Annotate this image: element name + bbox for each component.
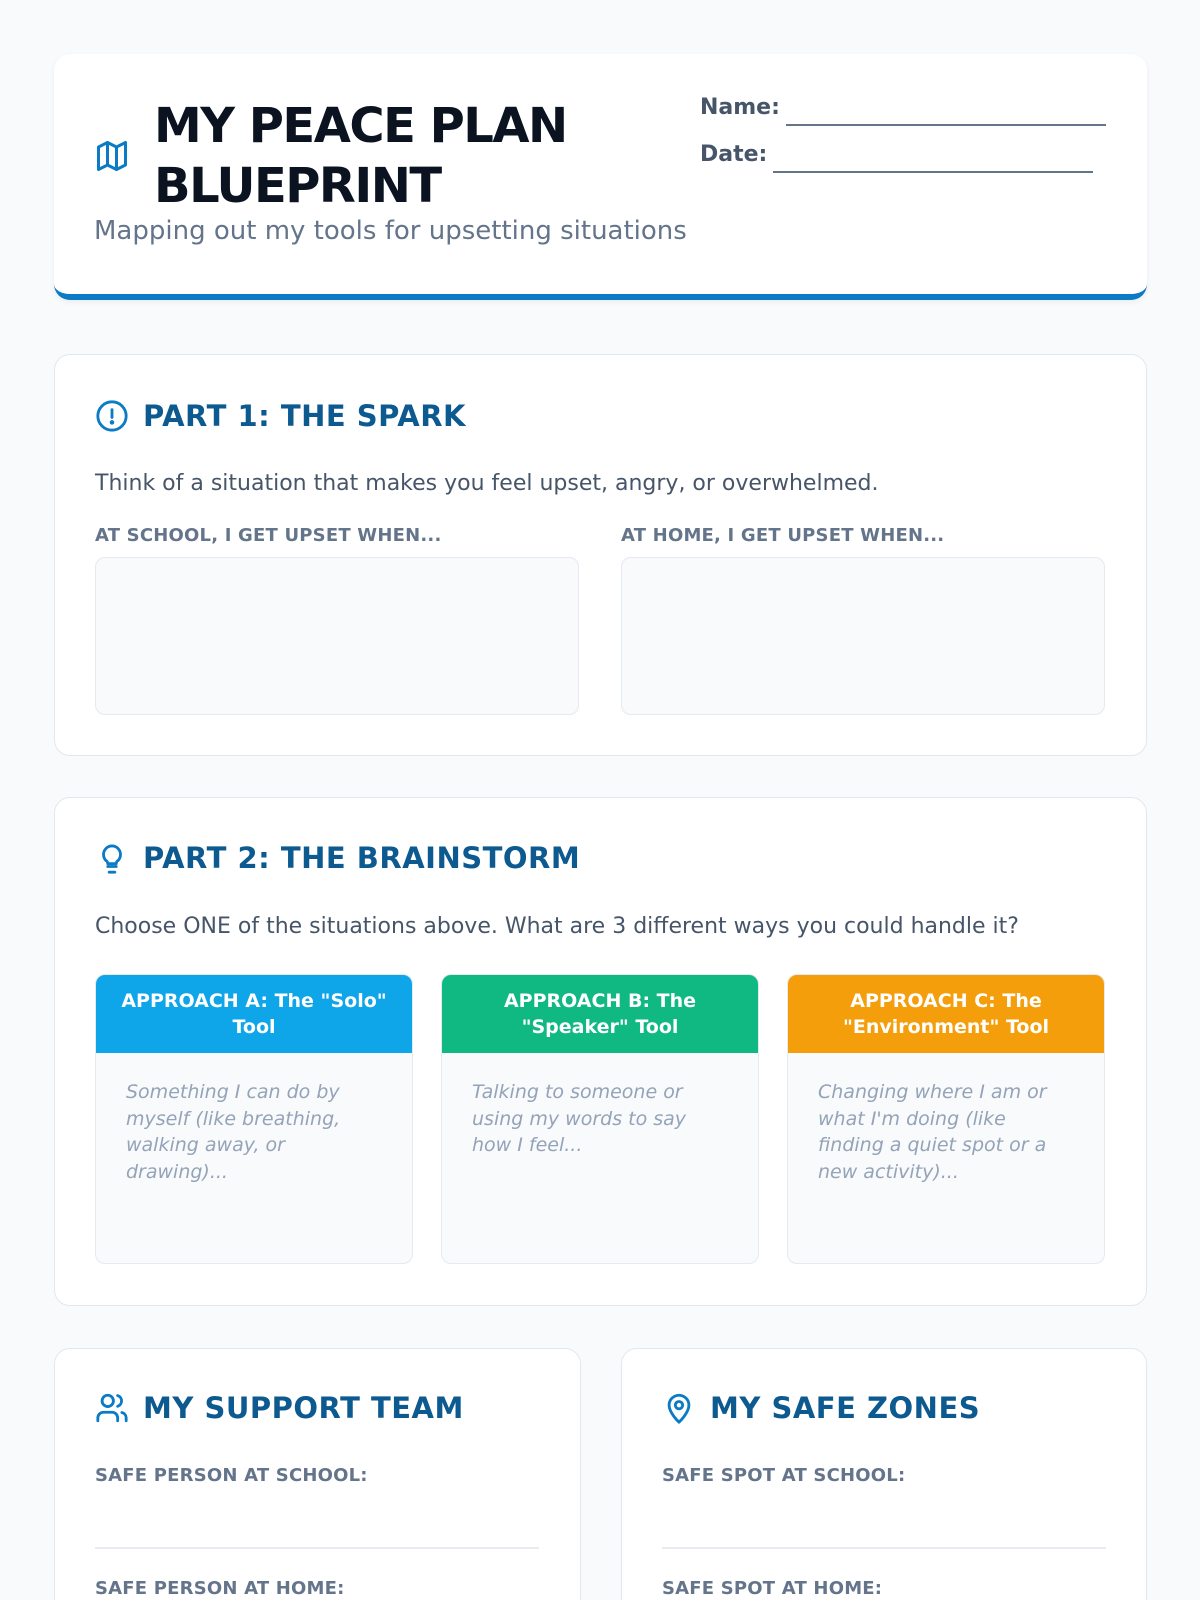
approach-c-prompt: Changing where I am or what I'm doing (like finding a quiet spot or a new activity)... bbox=[818, 1081, 1047, 1183]
safe-spot-school-label: SAFE SPOT AT SCHOOL: bbox=[662, 1465, 906, 1486]
part2-title bbox=[95, 841, 580, 875]
safe-zones-card bbox=[621, 1348, 1147, 1600]
safe-zones-title bbox=[662, 1391, 980, 1425]
approach-c-header: APPROACH C: The "Environment" Tool bbox=[788, 975, 1104, 1053]
part1-description: Think of a situation that makes you feel upset, angry, or overwhelmed. bbox=[95, 471, 879, 496]
name-field[interactable] bbox=[786, 124, 1106, 126]
part2-card bbox=[54, 797, 1147, 1306]
home-upset-input[interactable] bbox=[621, 557, 1105, 715]
map-pin-icon bbox=[662, 1391, 696, 1425]
header-card bbox=[54, 54, 1147, 300]
users-icon bbox=[95, 1391, 129, 1425]
home-upset-label: AT HOME, I GET UPSET WHEN... bbox=[621, 525, 945, 546]
approach-c-card[interactable] bbox=[787, 974, 1105, 1264]
approach-a-card[interactable] bbox=[95, 974, 413, 1264]
alert-circle-icon bbox=[95, 399, 129, 433]
safe-zones-title-text: MY SAFE ZONES bbox=[710, 1391, 981, 1425]
safe-person-school-field[interactable] bbox=[95, 1547, 539, 1549]
page-title: MY PEACE PLAN BLUEPRINT bbox=[154, 98, 567, 214]
safe-spot-school-field[interactable] bbox=[662, 1547, 1106, 1549]
date-label: Date: bbox=[700, 142, 768, 167]
safe-spot-home-label: SAFE SPOT AT HOME: bbox=[662, 1578, 883, 1599]
map-icon bbox=[94, 138, 130, 174]
lightbulb-icon bbox=[95, 841, 129, 875]
support-title bbox=[95, 1391, 464, 1425]
part1-title-text: PART 1: THE SPARK bbox=[143, 399, 466, 433]
date-field[interactable] bbox=[773, 171, 1093, 173]
name-label: Name: bbox=[700, 95, 780, 120]
approach-a-header: APPROACH A: The "Solo" Tool bbox=[96, 975, 412, 1053]
support-title-text: MY SUPPORT TEAM bbox=[143, 1391, 464, 1425]
school-upset-label: AT SCHOOL, I GET UPSET WHEN... bbox=[95, 525, 442, 546]
page-subtitle: Mapping out my tools for upsetting situations bbox=[94, 216, 687, 246]
part1-card bbox=[54, 354, 1147, 756]
part1-title bbox=[95, 399, 466, 433]
approach-b-header: APPROACH B: The "Speaker" Tool bbox=[442, 975, 758, 1053]
approach-b-prompt: Talking to someone or using my words to say how I feel... bbox=[472, 1081, 687, 1156]
approach-a-prompt: Something I can do by myself (like breathing, walking away, or drawing)... bbox=[126, 1081, 341, 1183]
support-team-card bbox=[54, 1348, 581, 1600]
safe-person-home-label: SAFE PERSON AT HOME: bbox=[95, 1578, 345, 1599]
approach-b-card[interactable] bbox=[441, 974, 759, 1264]
part2-description: Choose ONE of the situations above. What are 3 different ways you could handle it? bbox=[95, 914, 1019, 939]
school-upset-input[interactable] bbox=[95, 557, 579, 715]
safe-person-school-label: SAFE PERSON AT SCHOOL: bbox=[95, 1465, 368, 1486]
part2-title-text: PART 2: THE BRAINSTORM bbox=[143, 841, 581, 875]
